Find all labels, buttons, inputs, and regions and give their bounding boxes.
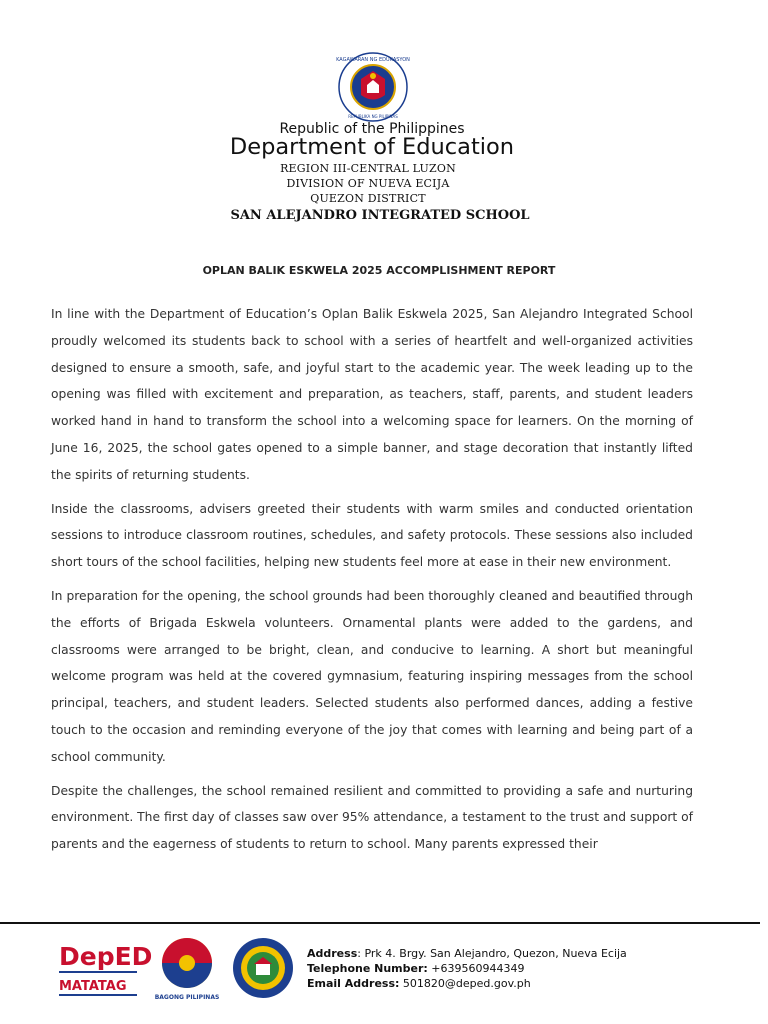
seal-text-top: KAGAWARAN NG EDUKASYON [336,57,410,63]
paragraph-1: In line with the Department of Education’s Oplan Balik Eskwela 2025, San Alejandro Integrated School proudly welcomed its students back to school with a series of heartfelt and well-organized activities designed to ensure a smooth, safe, and joyful start to the academic year. The week leading up to the opening was filled with excitement and preparation, as teachers, staff, parents, and student leaders worked hand in hand to transform the school into a welcoming space for learners. On the morning of June 16, 2025, the school gates opened to a simple banner, and stage decoration that instantly lifted the spirits of returning students. [51,307,693,482]
deped-matatag-logo-icon [57,933,153,1003]
school-name: SAN ALEJANDRO INTEGRATED SCHOOL [230,208,530,223]
email-line [307,976,627,991]
email-label: Email Address: [307,977,400,990]
logo-deped-text: DepED [59,942,153,971]
phone-value: +639560944349 [427,962,525,975]
republic-line: Republic of the Philippines [279,121,465,137]
logo-bagong-text: BAGONG PILIPINAS [154,994,220,1001]
paragraph-2: Inside the classrooms, advisers greeted their students with warm smiles and conducted orientation sessions to introduce classroom routines, schedules, and safety protocols. These sessions also included short tours of the school facilities, helping new students feel more at ease in their new environment. [51,501,693,570]
phone-label: Telephone Number: [307,962,428,975]
phone-line [307,961,627,976]
report-title: OPLAN BALIK ESKWELA 2025 ACCOMPLISHMENT REPORT [202,264,556,277]
bagong-pilipinas-logo-icon [153,933,221,1003]
deped-seal-icon [338,52,408,122]
department-title: Department of Education [229,134,515,160]
address-label: Address [307,947,358,960]
logo-matatag-text: MATATAG [59,979,127,994]
address-line [307,946,627,961]
division-line: DIVISION OF NUEVA ECIJA [286,177,450,190]
school-seal-icon [232,937,294,999]
report-body [51,301,693,865]
region-line: REGION III-CENTRAL LUZON [280,162,456,175]
contact-info [307,946,627,991]
seal-text-bottom: REPUBLIKA NG PILIPINAS [348,114,398,119]
paragraph-3: In preparation for the opening, the school grounds had been thoroughly cleaned and beautified through the efforts of Brigada Eskwela volunteers. Ornamental plants were added to the gardens, and classrooms were arranged to be bright, clean, and conducive to learning. A short but meaningful welcome program was held at the covered gymnasium, featuring inspiring messages from the school principal, teachers, and student leaders. Selected students also performed dances, adding a festive touch to the occasion and reminding everyone of the joy that comes with learning and being part of a school community. [51,588,693,764]
email-value: 501820@deped.gov.ph [399,977,531,990]
district-line: QUEZON DISTRICT [310,192,426,205]
paragraph-4: Despite the challenges, the school remained resilient and committed to providing a safe and nurturing environment. The first day of classes saw over 95% attendance, a testament to the trust and support of parents and the eagerness of students to return to school. Many parents expressed their [51,783,693,852]
address-value: : Prk 4. Brgy. San Alejandro, Quezon, Nueva Ecija [357,947,627,960]
footer-divider [0,922,760,924]
